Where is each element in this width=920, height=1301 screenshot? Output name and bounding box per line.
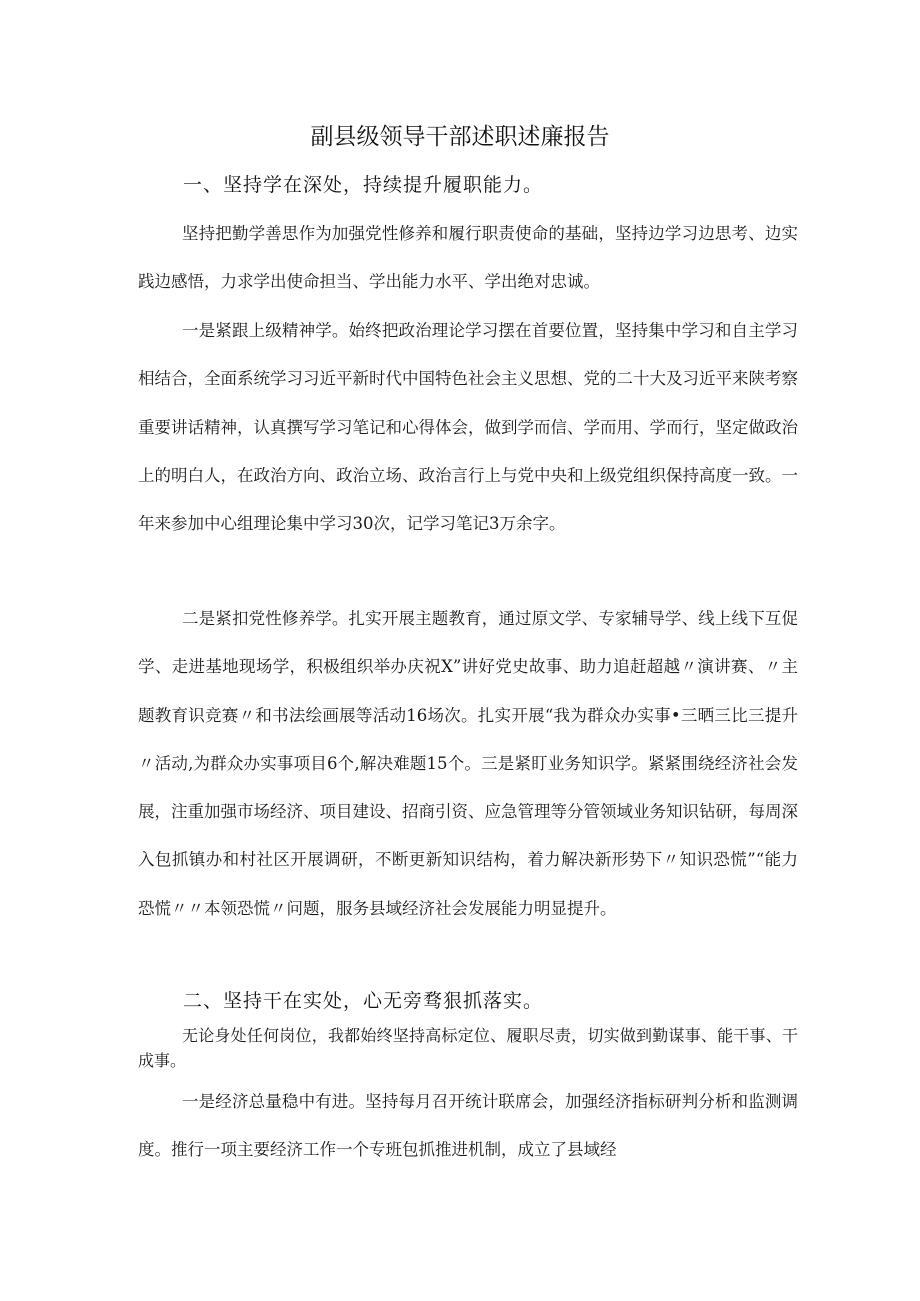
document-title: 副县级领导干部述职述廉报告 [310,124,610,150]
section-1-heading: 一、坚持学在深处，持续提升履职能力。 [183,174,544,196]
section-1-point-1-paragraph: 一是紧跟上级精神学。始终把政治理论学习摆在首要位置，坚持集中学习和自主学习相结合，全面系统学习习近平新时代中国特色社会主义思想、党的二十大及习近平来陕考察重要讲话精神，认真撰写学习笔记和心得体会，做到学而信、学而用、学而行，坚定做政治上的明白人，在政治方向、政治立场、政治言行上与党中央和上级党组织保持高度一致。一年来参加中心组理论集中学习30次，记学习笔记3万余字。 [138,321,798,534]
section-1-intro-paragraph: 坚持把勤学善思作为加强党性修养和履行职责使命的基础，坚持边学习边思考、边实践边感悟，力求学出使命担当、学出能力水平、学出绝对忠诚。 [138,224,798,292]
section-2-heading: 二、坚持干在实处，心无旁骛狠抓落实。 [183,990,544,1012]
section-2-point-1-paragraph: 一是经济总量稳中有进。坚持每月召开统计联席会，加强经济指标研判分析和监测调度。推行一项主要经济工作一个专班包抓推进机制，成立了县域经 [138,1092,798,1160]
section-1-point-2-paragraph: 二是紧扣党性修养学。扎实开展主题教育，通过原文学、专家辅导学、线上线下互促学、走进基地现场学，积极组织举办庆祝X”讲好党史故事、助力追赶超越〃演讲赛、〃主题教育识竞赛〃和书法绘画展等活动16场次。扎实开展“我为群众办实事•三晒三比三提升〃活动,为群众办实事项目6个,解决难题15个。三是紧盯业务知识学。紧紧围绕经济社会发展，注重加强市场经济、项目建设、招商引资、应急管理等分管领域业务知识钻研，每周深入包抓镇办和村社区开展调研，不断更新知识结构，着力解决新形势下〃知识恐慌”“能力恐慌〃〃本领恐慌〃问题，服务县域经济社会发展能力明显提升。 [138,609,798,918]
section-2-intro-paragraph: 无论身处任何岗位，我都始终坚持高标定位、履职尽责，切实做到勤谋事、能干事、干成事。 [138,1026,798,1070]
